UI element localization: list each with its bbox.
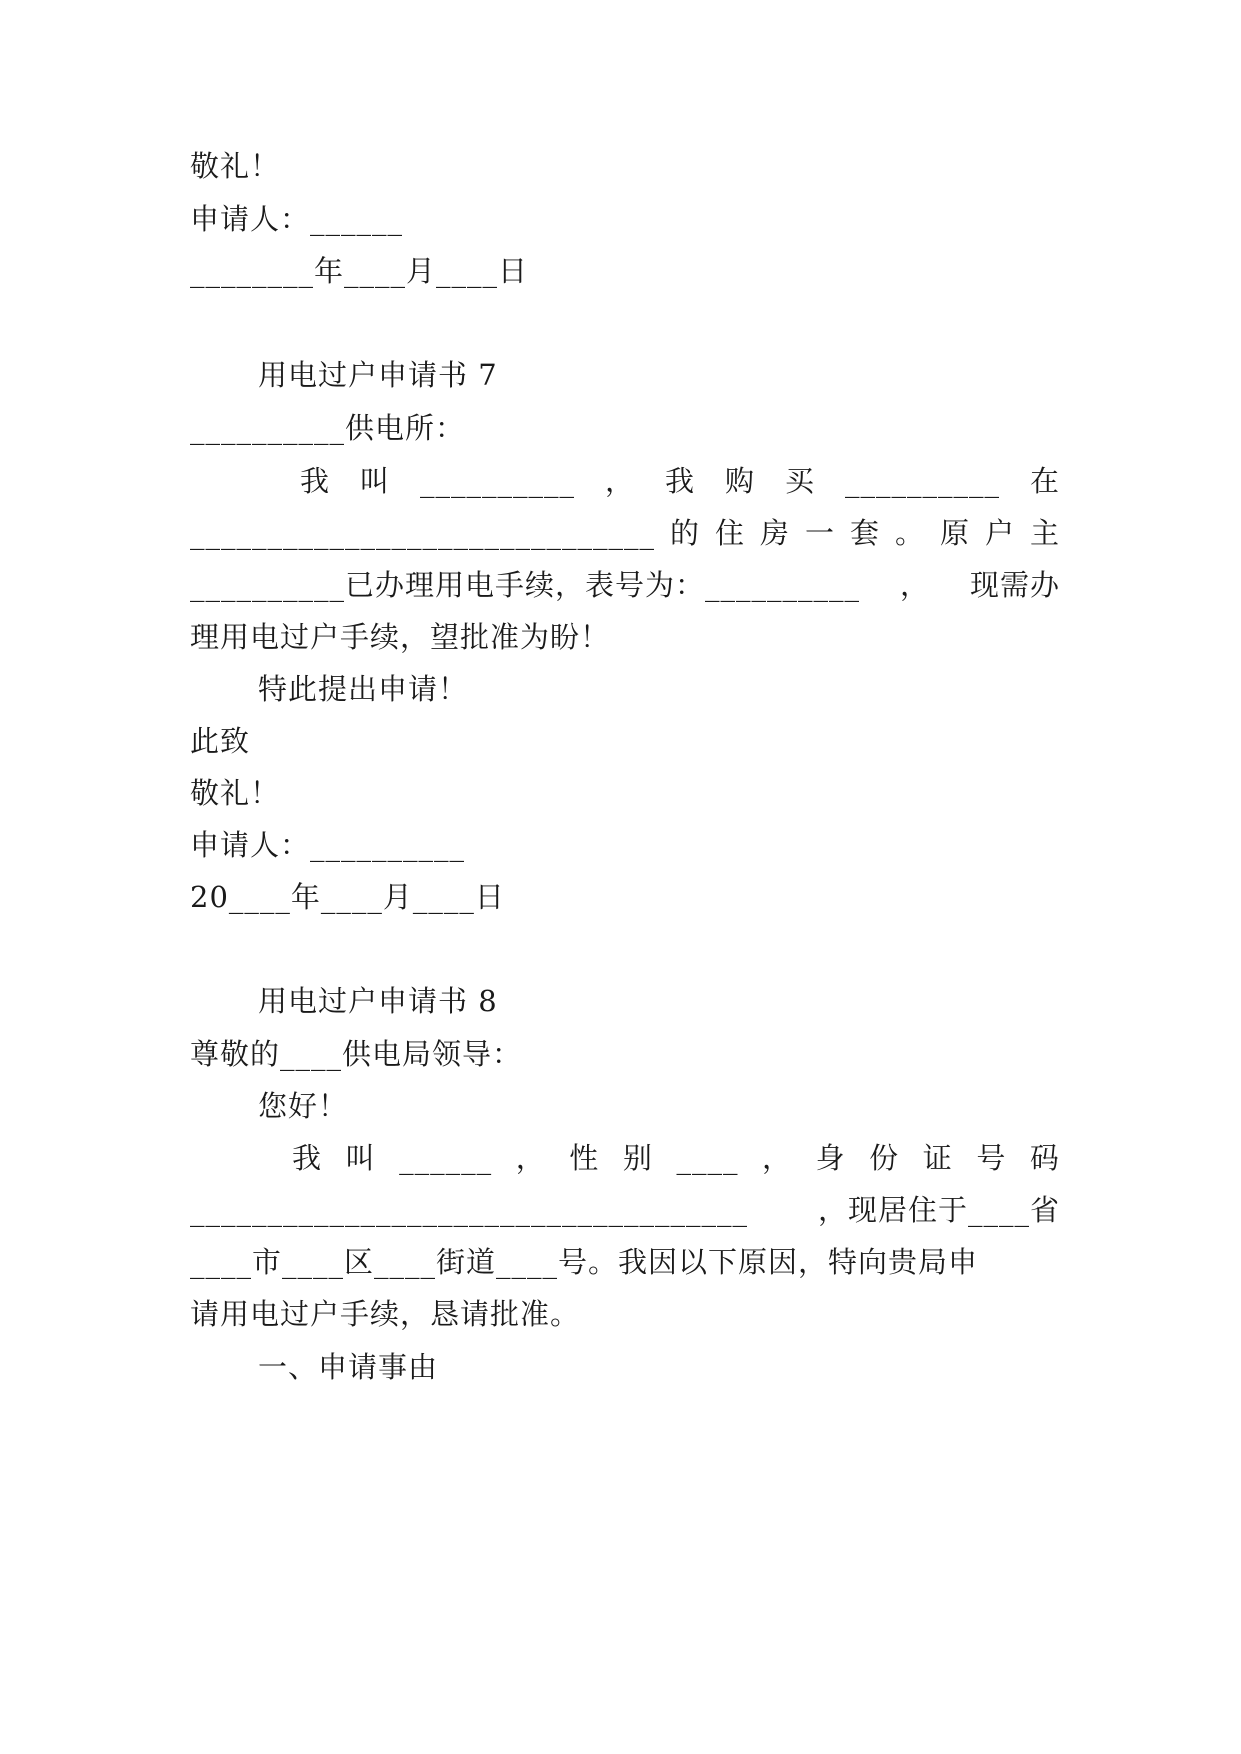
blank-field: ______________________________ <box>190 516 655 550</box>
paragraph-line <box>292 1138 1060 1178</box>
blank-field: __________ <box>420 464 575 498</box>
salute-text: 敬礼！ <box>190 149 281 183</box>
section-title: 用电过户申请书 7 <box>258 358 498 392</box>
blank-field: ______ <box>399 1141 493 1175</box>
text-segment: 原 <box>939 516 970 550</box>
text-segment: 在 <box>1029 464 1060 498</box>
closing-text: 特此提出申请！ <box>258 672 469 706</box>
text-segment: 的 <box>669 516 700 550</box>
paragraph-line <box>190 513 1060 553</box>
text-segment: 套 <box>849 516 880 550</box>
text-segment: 买 <box>784 464 815 498</box>
text-segment: 我 <box>300 464 331 498</box>
text-segment: 性 <box>569 1141 600 1175</box>
text-segment: 号 <box>976 1141 1007 1175</box>
section-heading: 一、申请事由 <box>258 1350 439 1384</box>
text-segment: 我 <box>292 1141 323 1175</box>
text-segment: 证 <box>922 1141 953 1175</box>
text-segment: 主 <box>1029 516 1060 550</box>
paragraph-line <box>300 461 1060 501</box>
text-segment: 。 <box>894 516 925 550</box>
paragraph-line <box>190 565 1060 605</box>
cizhi-text: 此致 <box>190 724 251 758</box>
applicant-line: 申请人：__________ <box>190 828 466 862</box>
text-segment: 身 <box>815 1141 846 1175</box>
recipient-line: __________供电所： <box>190 411 466 445</box>
applicant-line: 申请人：______ <box>190 202 404 236</box>
text-segment: ，现居住于____省 <box>817 1193 1060 1227</box>
text-segment: 房 <box>759 516 790 550</box>
blank-field: ____________________________________ <box>190 1193 748 1227</box>
salute-text: 敬礼！ <box>190 776 281 810</box>
date-line: 20____年____月____日 <box>190 880 505 914</box>
text-segment: 住 <box>714 516 745 550</box>
blank-field: ____ <box>676 1141 739 1175</box>
paragraph-line <box>190 1190 1060 1230</box>
text-segment: 我 <box>664 464 695 498</box>
section-title: 用电过户申请书 8 <box>258 984 498 1018</box>
date-line: ________年____月____日 <box>190 254 529 288</box>
text-segment: 叫 <box>345 1141 376 1175</box>
text-segment: 份 <box>869 1141 900 1175</box>
greeting-text: 您好！ <box>258 1089 349 1123</box>
paragraph-line: 理用电过户手续，望批准为盼！ <box>190 620 611 654</box>
recipient-line: 尊敬的____供电局领导： <box>190 1037 523 1071</box>
text-segment: ， <box>762 1141 793 1175</box>
paragraph-line: ____市____区____街道____号。我因以下原因，特向贵局申 <box>190 1245 979 1279</box>
text-segment: ， <box>604 464 635 498</box>
text-segment: 购 <box>724 464 755 498</box>
text-segment: __________已办理用电手续，表号为：__________ <box>190 568 861 602</box>
text-segment: 码 <box>1029 1141 1060 1175</box>
text-segment: 户 <box>984 516 1015 550</box>
text-segment: 现需办 <box>969 568 1060 602</box>
text-segment: ， <box>515 1141 546 1175</box>
paragraph-line: 请用电过户手续，恳请批准。 <box>190 1297 581 1331</box>
text-segment: 叫 <box>360 464 391 498</box>
text-segment: ， <box>899 568 930 602</box>
text-segment: 一 <box>804 516 835 550</box>
blank-field: __________ <box>844 464 1000 498</box>
text-segment: 别 <box>622 1141 653 1175</box>
